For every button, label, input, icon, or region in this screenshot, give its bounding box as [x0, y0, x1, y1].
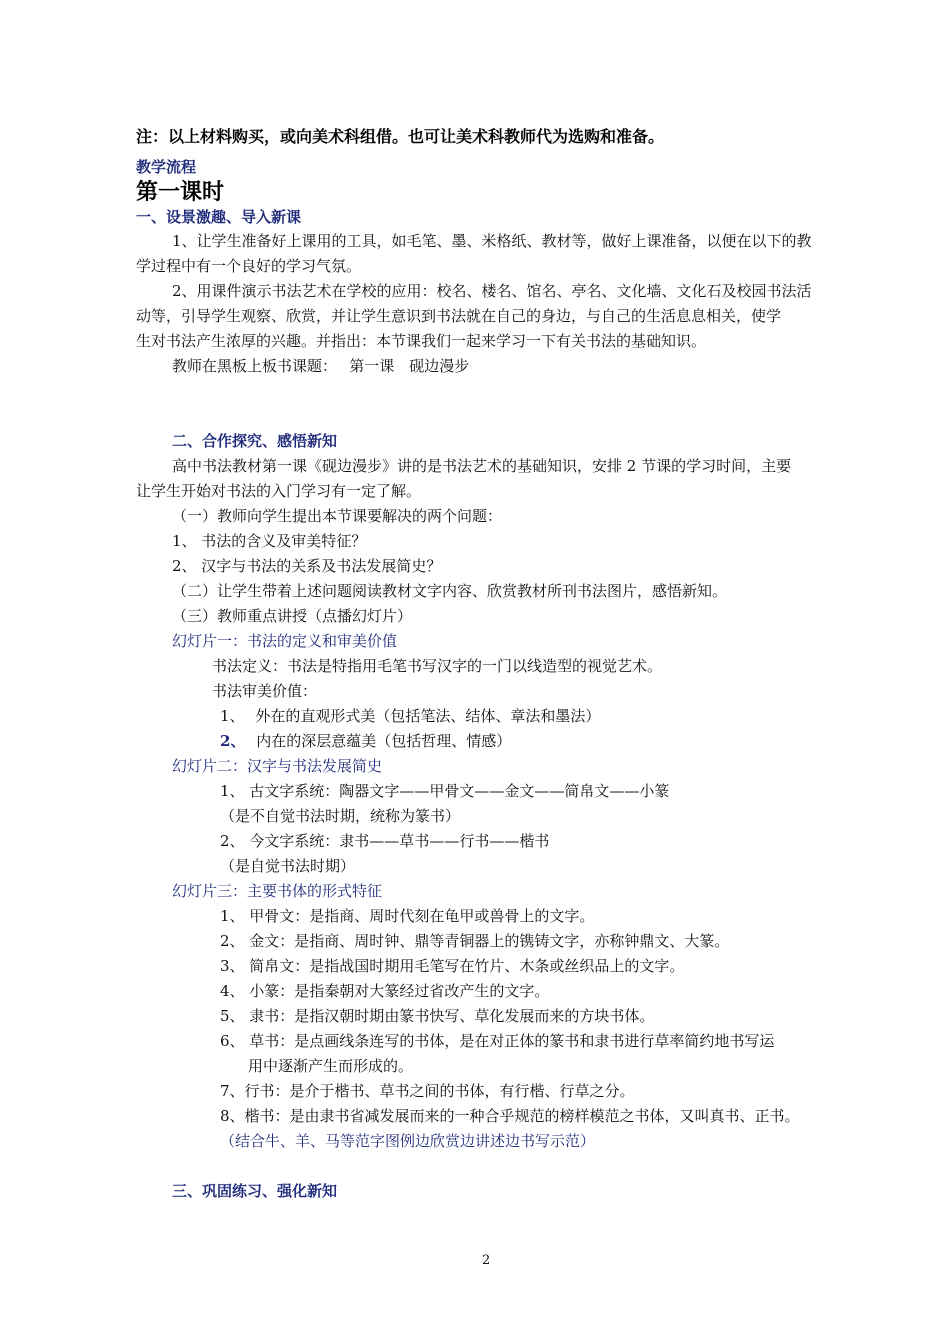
script-item: 4、 小篆：是指秦朝对大篆经过省改产生的文字。: [220, 982, 550, 1000]
page-number: 2: [482, 1253, 491, 1268]
slide2-modern-note: （是自觉书法时期）: [220, 857, 356, 875]
board-title: 教师在黑板上板书课题： 第一课 砚边漫步: [172, 357, 470, 375]
section1-p2-line1: 2、用课件演示书法艺术在学校的应用：校名、楼名、馆名、亭名、文化墙、文化石及校园书法活: [172, 282, 812, 300]
slide2-ancient-note: （是不自觉书法时期，统称为篆书）: [220, 807, 461, 825]
section3-heading: 三、巩固练习、强化新知: [172, 1182, 338, 1200]
step2: （二）让学生带着上述问题阅读教材文字内容、欣赏教材所刊书法图片，感悟新知。: [172, 582, 728, 600]
slide2-title: 幻灯片二：汉字与书法发展简史: [172, 757, 383, 775]
question2: 2、 汉字与书法的关系及书法发展简史？: [172, 557, 442, 575]
section2-intro-line2: 让学生开始对书法的入门学习有一定了解。: [136, 482, 422, 500]
step1: （一）教师向学生提出本节课要解决的两个问题：: [172, 507, 503, 525]
script-item-continued: 用中逐渐产生而形成的。: [248, 1057, 414, 1075]
value-2-text: 内在的深层意蕴美（包括哲理、情感）: [256, 732, 512, 750]
section2-intro-line1: 高中书法教材第一课《砚边漫步》讲的是书法艺术的基础知识，安排 2 节课的学习时间，主要: [172, 457, 792, 475]
question1: 1、 书法的含义及审美特征？: [172, 532, 367, 550]
value-1-number: 1、: [220, 707, 245, 725]
script-item: 7、行书：是介于楷书、草书之间的书体，有行楷、行草之分。: [220, 1082, 635, 1100]
script-item: 6、 草书：是点画线条连写的书体，是在对正体的篆书和隶书进行草率简约地书写运: [220, 1032, 775, 1050]
step3: （三）教师重点讲授（点播幻灯片）: [172, 607, 413, 625]
value-2-number: 2、: [220, 732, 246, 750]
slide1-value-2: [220, 731, 511, 751]
slide3-title: 幻灯片三：主要书体的形式特征: [172, 882, 383, 900]
demo-note: （结合牛、羊、马等范字图例边欣赏边讲述边书写示范）: [220, 1132, 596, 1150]
script-item: 8、楷书：是由隶书省减发展而来的一种合乎规范的榜样模范之书体，又叫真书、正书。: [220, 1107, 800, 1125]
script-item: 2、 金文：是指商、周时钟、鼎等青铜器上的镌铸文字，亦称钟鼎文、大篆。: [220, 932, 730, 950]
script-item: 3、 简帛文：是指战国时期用毛笔写在竹片、木条或丝织品上的文字。: [220, 957, 685, 975]
slide1-value-1: [220, 706, 600, 726]
slide1-definition: 书法定义：书法是特指用毛笔书写汉字的一门以线造型的视觉艺术。: [212, 657, 663, 675]
flow-heading: 教学流程: [136, 158, 197, 176]
slide1-value-label: 书法审美价值：: [212, 682, 318, 700]
slide2-ancient: 1、 古文字系统：陶器文字——甲骨文——金文——简帛文——小篆: [220, 782, 670, 800]
section1-p1-line2: 学过程中有一个良好的学习气氛。: [136, 257, 362, 275]
section2-heading: 二、合作探究、感悟新知: [172, 432, 338, 450]
slide1-title: 幻灯片一：书法的定义和审美价值: [172, 632, 398, 650]
section1-heading: 一、设景激趣、导入新课: [136, 208, 302, 226]
script-item: 5、 隶书：是指汉朝时期由篆书快写、草化发展而来的方块书体。: [220, 1007, 655, 1025]
lesson-title: 第一课时: [136, 179, 225, 205]
section1-p1-line1: 1、让学生准备好上课用的工具，如毛笔、墨、米格纸、教材等，做好上课准备，以便在以下的教: [172, 232, 812, 250]
section1-p2-line3: 生对书法产生浓厚的兴趣。并指出：本节课我们一起来学习一下有关书法的基础知识。: [136, 332, 707, 350]
slide2-modern: 2、 今文字系统：隶书——草书——行书——楷书: [220, 832, 550, 850]
section1-p2-line2: 动等，引导学生观察、欣赏，并让学生意识到书法就在自己的身边，与自己的生活息息相关，使学: [136, 307, 782, 325]
value-1-text: 外在的直观形式美（包括笔法、结体、章法和墨法）: [255, 707, 601, 725]
note-line: 注：以上材料购买，或向美术科组借。也可让美术科教师代为选购和准备。: [136, 127, 665, 146]
script-item: 1、 甲骨文：是指商、周时代刻在龟甲或兽骨上的文字。: [220, 907, 595, 925]
